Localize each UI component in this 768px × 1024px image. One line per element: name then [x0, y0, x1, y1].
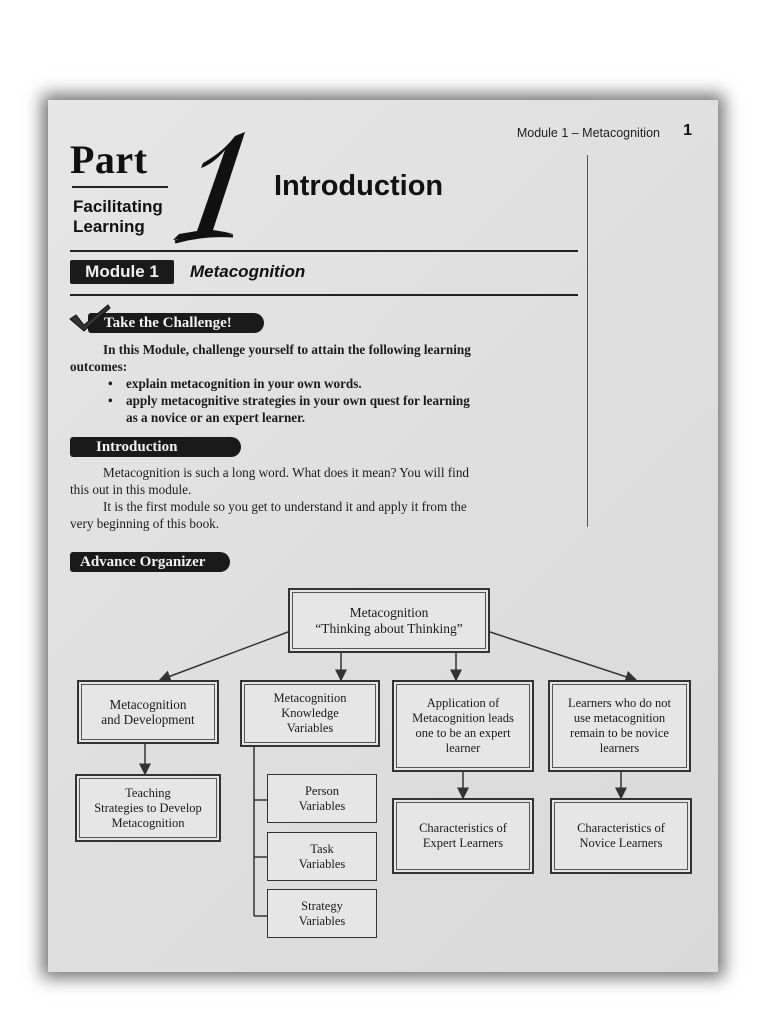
challenge-intro-line: In this Module, challenge yourself to attain the following learning — [103, 342, 471, 357]
part-title: Introduction — [274, 170, 444, 202]
part-subtitle-line1: Facilitating — [73, 197, 163, 216]
node-line: Metacognition — [111, 815, 185, 830]
introduction-line: very beginning of this book. — [70, 516, 220, 531]
bullet-icon: • — [108, 393, 113, 408]
organizer-root-node — [288, 588, 490, 653]
root-node-line: “Thinking about Thinking” — [315, 620, 463, 636]
introduction-line: It is the first module so you get to understand it and apply it from the — [103, 499, 467, 514]
node-line: Person — [304, 783, 340, 798]
organizer-node-metacognition-development — [77, 680, 219, 744]
node-line: Task — [310, 841, 334, 856]
list-item-continuation: as a novice or an expert learner. — [126, 410, 306, 425]
bullet-icon: • — [108, 376, 113, 391]
challenge-intro-tail: outcomes: — [70, 359, 128, 374]
organizer-node-person-variables — [267, 774, 377, 823]
node-line: and Development — [101, 712, 195, 727]
module-badge: Module 1 — [70, 260, 174, 284]
node-line: Novice Learners — [579, 836, 663, 850]
node-line: Variables — [286, 721, 334, 735]
introduction-line: Metacognition is such a long word. What does it mean? You will find — [103, 465, 470, 480]
node-line: Metacognition leads — [412, 711, 514, 725]
advance-organizer-heading: Advance Organizer — [70, 552, 230, 572]
organizer-node-knowledge-variables — [240, 680, 380, 747]
organizer-node-novice-learners — [548, 680, 691, 772]
organizer-node-application — [392, 680, 534, 772]
organizer-node-strategy-variables — [267, 889, 377, 938]
node-line: Strategy — [301, 898, 343, 913]
connector-root-branch4 — [490, 632, 636, 680]
challenge-heading: Take the Challenge! — [88, 313, 264, 333]
node-line: Metacognition — [273, 691, 347, 705]
node-line: learners — [599, 741, 640, 755]
node-line: Strategies to Develop — [94, 800, 202, 815]
node-line: Learners who do not — [567, 696, 672, 710]
part-word: Part — [70, 137, 148, 182]
node-line: use metacognition — [573, 711, 666, 725]
node-line: remain to be novice — [570, 726, 669, 740]
organizer-node-novice-characteristics — [550, 798, 692, 874]
node-line: Variables — [298, 798, 346, 813]
running-head: Module 1 – Metacognition — [516, 126, 660, 140]
introduction-line: this out in this module. — [70, 482, 192, 497]
list-item-text: explain metacognition in your own words. — [126, 376, 362, 391]
root-node-line: Metacognition — [349, 604, 429, 620]
organizer-node-teaching-strategies — [75, 774, 221, 842]
module-title: Metacognition — [190, 262, 306, 281]
page-number: 1 — [683, 122, 692, 139]
node-line: Expert Learners — [422, 836, 504, 850]
node-line: Teaching — [125, 785, 171, 800]
list-item-text: apply metacognitive strategies in your own quest for learning — [126, 393, 470, 408]
node-line: Characteristics of — [419, 821, 507, 835]
node-line: one to be an expert — [415, 726, 511, 740]
introduction-heading: Introduction — [70, 437, 241, 457]
node-line: Variables — [298, 856, 346, 871]
organizer-node-task-variables — [267, 832, 377, 881]
node-line: Variables — [298, 913, 346, 928]
node-line: Characteristics of — [577, 821, 665, 835]
node-line: learner — [445, 741, 481, 755]
connector-root-branch1 — [160, 632, 288, 680]
organizer-node-expert-characteristics — [392, 798, 534, 874]
node-line: Metacognition — [109, 697, 187, 712]
node-line: Application of — [426, 696, 500, 710]
part-subtitle-line2: Learning — [73, 217, 145, 236]
textbook-page — [48, 100, 718, 972]
node-line: Knowledge — [281, 706, 339, 720]
